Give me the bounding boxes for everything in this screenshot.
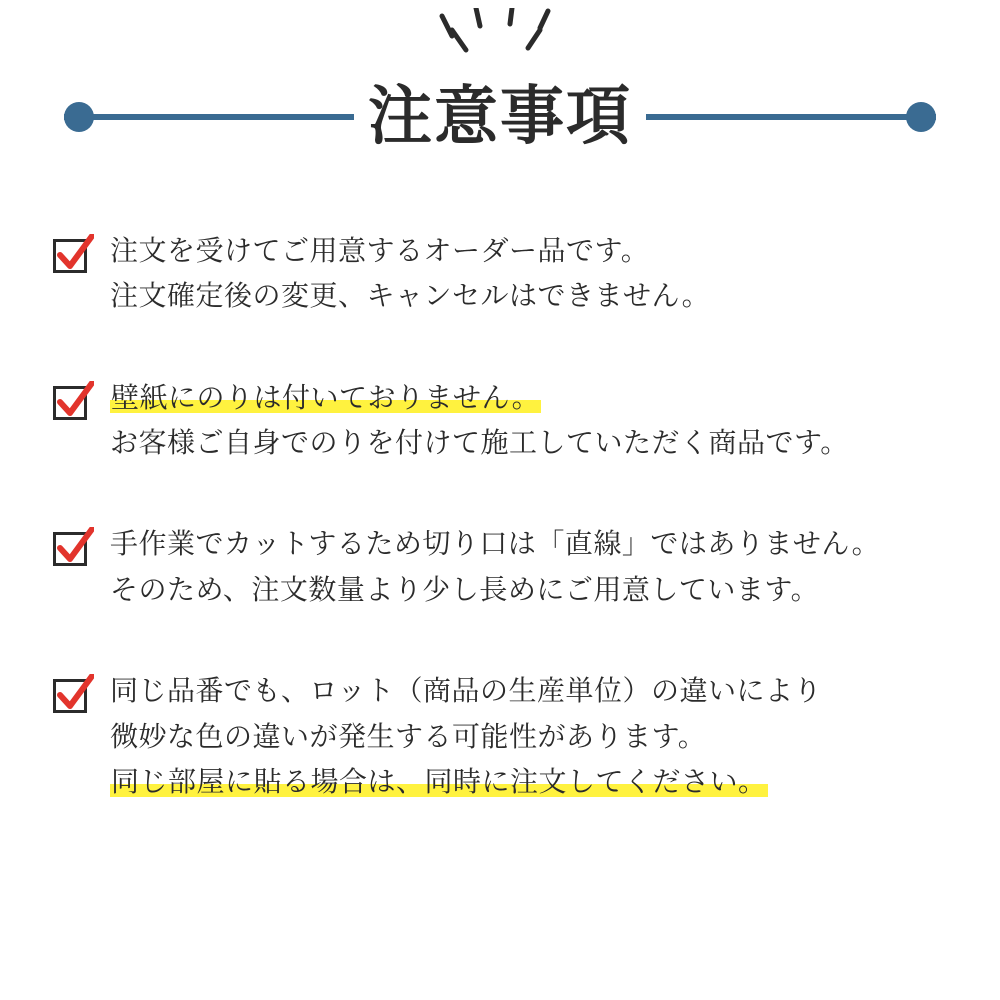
highlighted-text: 壁紙にのりは付いておりません。	[111, 381, 541, 413]
checkbox-checked-icon	[52, 381, 94, 423]
note-line: 同じ品番でも、ロット（商品の生産単位）の違いにより	[110, 675, 822, 707]
list-item-text	[110, 668, 952, 804]
title-dot-right	[906, 102, 936, 132]
list-item	[52, 668, 952, 804]
note-line	[110, 375, 952, 420]
note-line	[110, 759, 952, 804]
page-title: 注意事項	[368, 80, 632, 154]
list-item-text	[110, 228, 952, 319]
checkbox-checked-icon	[52, 234, 94, 276]
note-line: 注文を受けてご用意するオーダー品です。	[110, 235, 650, 266]
title-rule-right	[646, 114, 936, 120]
list-item-text	[110, 521, 952, 612]
highlighted-text: 同じ部屋に貼る場合は、同時に注文してください。	[111, 765, 767, 797]
title-rule-left	[64, 114, 354, 120]
checkbox-checked-icon	[52, 674, 94, 716]
note-line: お客様ご自身でのりを付けて施工していただく商品です。	[110, 427, 849, 459]
note-line: 手作業でカットするため切り口は「直線」ではありません。	[110, 528, 881, 560]
list-item	[52, 375, 952, 466]
checkbox-checked-icon	[52, 527, 94, 569]
note-line: 注文確定後の変更、キャンセルはできません。	[110, 280, 711, 312]
list-item-text	[110, 375, 952, 466]
notice-list	[52, 228, 952, 860]
title-dot-left	[64, 102, 94, 132]
note-line: そのため、注文数量より少し長めにご用意しています。	[110, 573, 820, 605]
list-item	[52, 228, 952, 319]
list-item	[52, 521, 952, 612]
note-line: 微妙な色の違いが発生する可能性があります。	[110, 720, 707, 752]
title-row	[0, 62, 1000, 172]
page-header	[0, 0, 1000, 200]
